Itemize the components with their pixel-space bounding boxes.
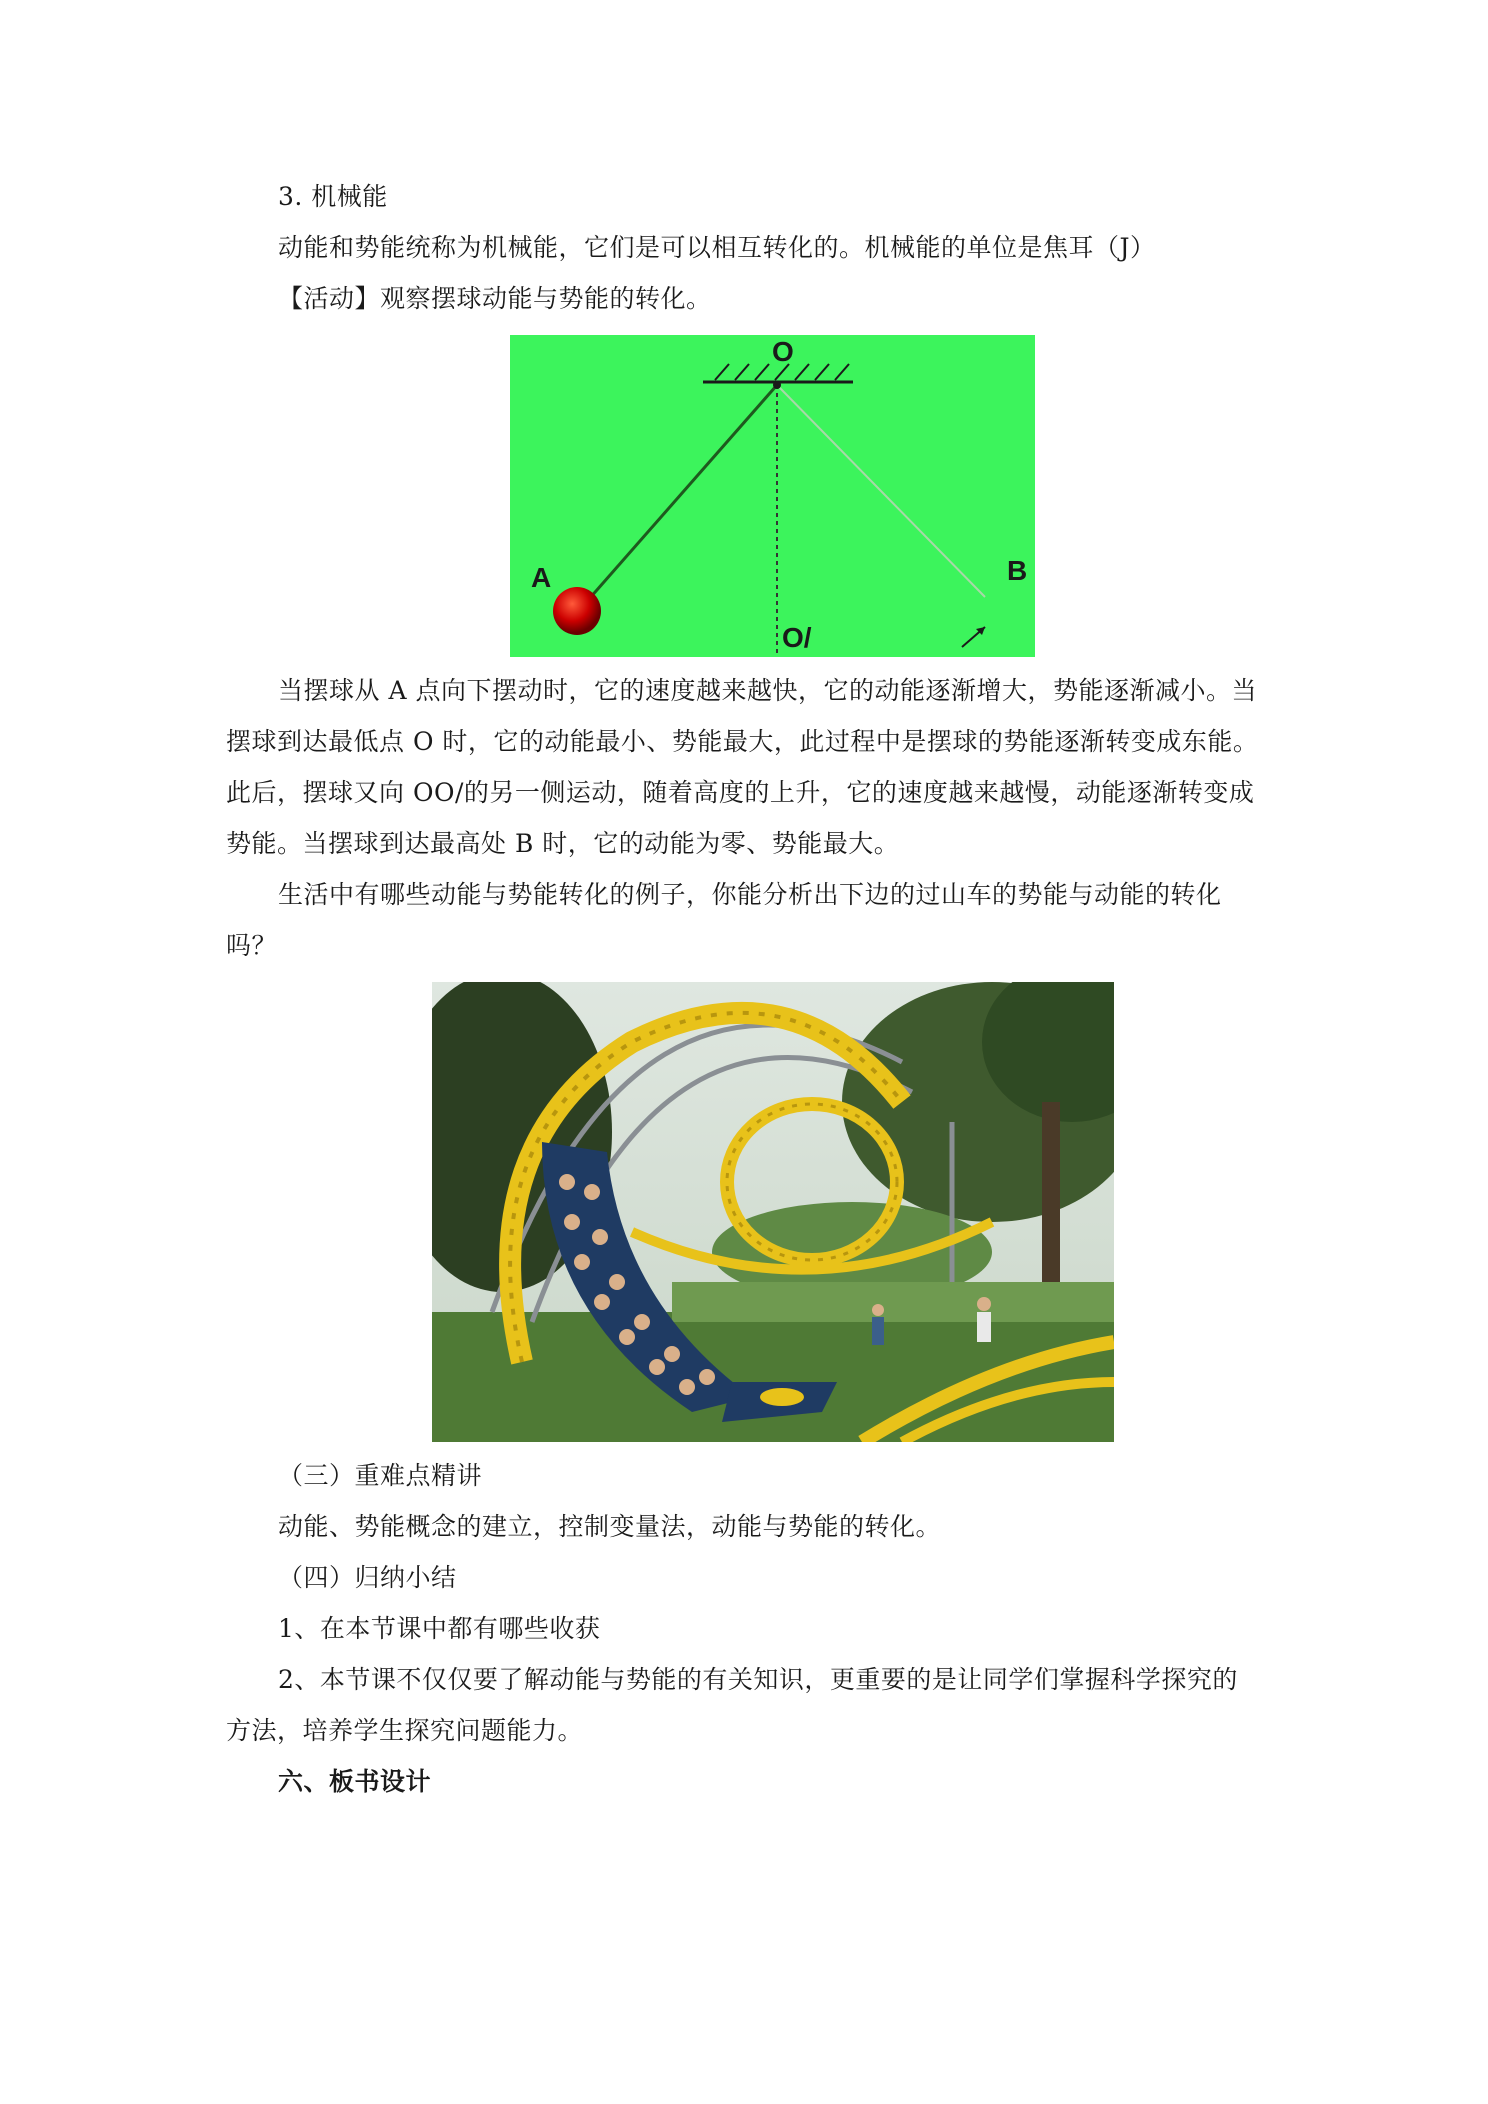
paragraph2-line1: 生活中有哪些动能与势能转化的例子，你能分析出下边的过山车的势能与动能的转化	[278, 880, 1222, 909]
summary-item2-line1: 2、本节课不仅仅要了解动能与势能的有关知识，更重要的是让同学们掌握科学探究的	[278, 1665, 1238, 1694]
key-points-heading: （三）重难点精讲	[278, 1461, 483, 1490]
summary-item1: 1、在本节课中都有哪些收获	[278, 1614, 601, 1643]
paragraph1-line1: 当摆球从 A 点向下摆动时，它的速度越来越快，它的动能逐渐增大，势能逐渐减小。当	[278, 676, 1257, 705]
paragraph1-line4: 势能。当摆球到达最高处 B 时，它的动能为零、势能最大。	[226, 829, 900, 858]
label-o: O	[772, 336, 794, 367]
roller-coaster-photo	[432, 982, 1114, 1442]
pivot-point	[773, 381, 781, 389]
board-design-heading: 六、板书设计	[278, 1767, 432, 1796]
summary-item2-line2: 方法，培养学生探究问题能力。	[226, 1716, 584, 1745]
activity-text: 【活动】观察摆球动能与势能的转化。	[278, 284, 712, 313]
pendulum-ball	[553, 587, 601, 635]
label-o-prime: O/	[782, 622, 812, 653]
label-a: A	[531, 562, 552, 593]
photo-grass	[432, 1312, 1114, 1442]
section-heading: 3. 机械能	[278, 182, 388, 211]
pendulum-figure	[510, 335, 1035, 657]
paragraph2-line2: 吗？	[226, 931, 278, 960]
summary-heading: （四）归纳小结	[278, 1563, 457, 1592]
definition-text: 动能和势能统称为机械能，它们是可以相互转化的。机械能的单位是焦耳（J）	[278, 233, 1156, 262]
paragraph1-line2: 摆球到达最低点 O 时，它的动能最小、势能最大，此过程中是摆球的势能逐渐转变成东能。	[226, 727, 1259, 756]
label-b: B	[1007, 555, 1028, 586]
key-points-text: 动能、势能概念的建立，控制变量法，动能与势能的转化。	[278, 1512, 942, 1541]
paragraph1-line3: 此后，摆球又向 OO/的另一侧运动，随着高度的上升，它的速度越来越慢，动能逐渐转变成	[226, 778, 1255, 807]
